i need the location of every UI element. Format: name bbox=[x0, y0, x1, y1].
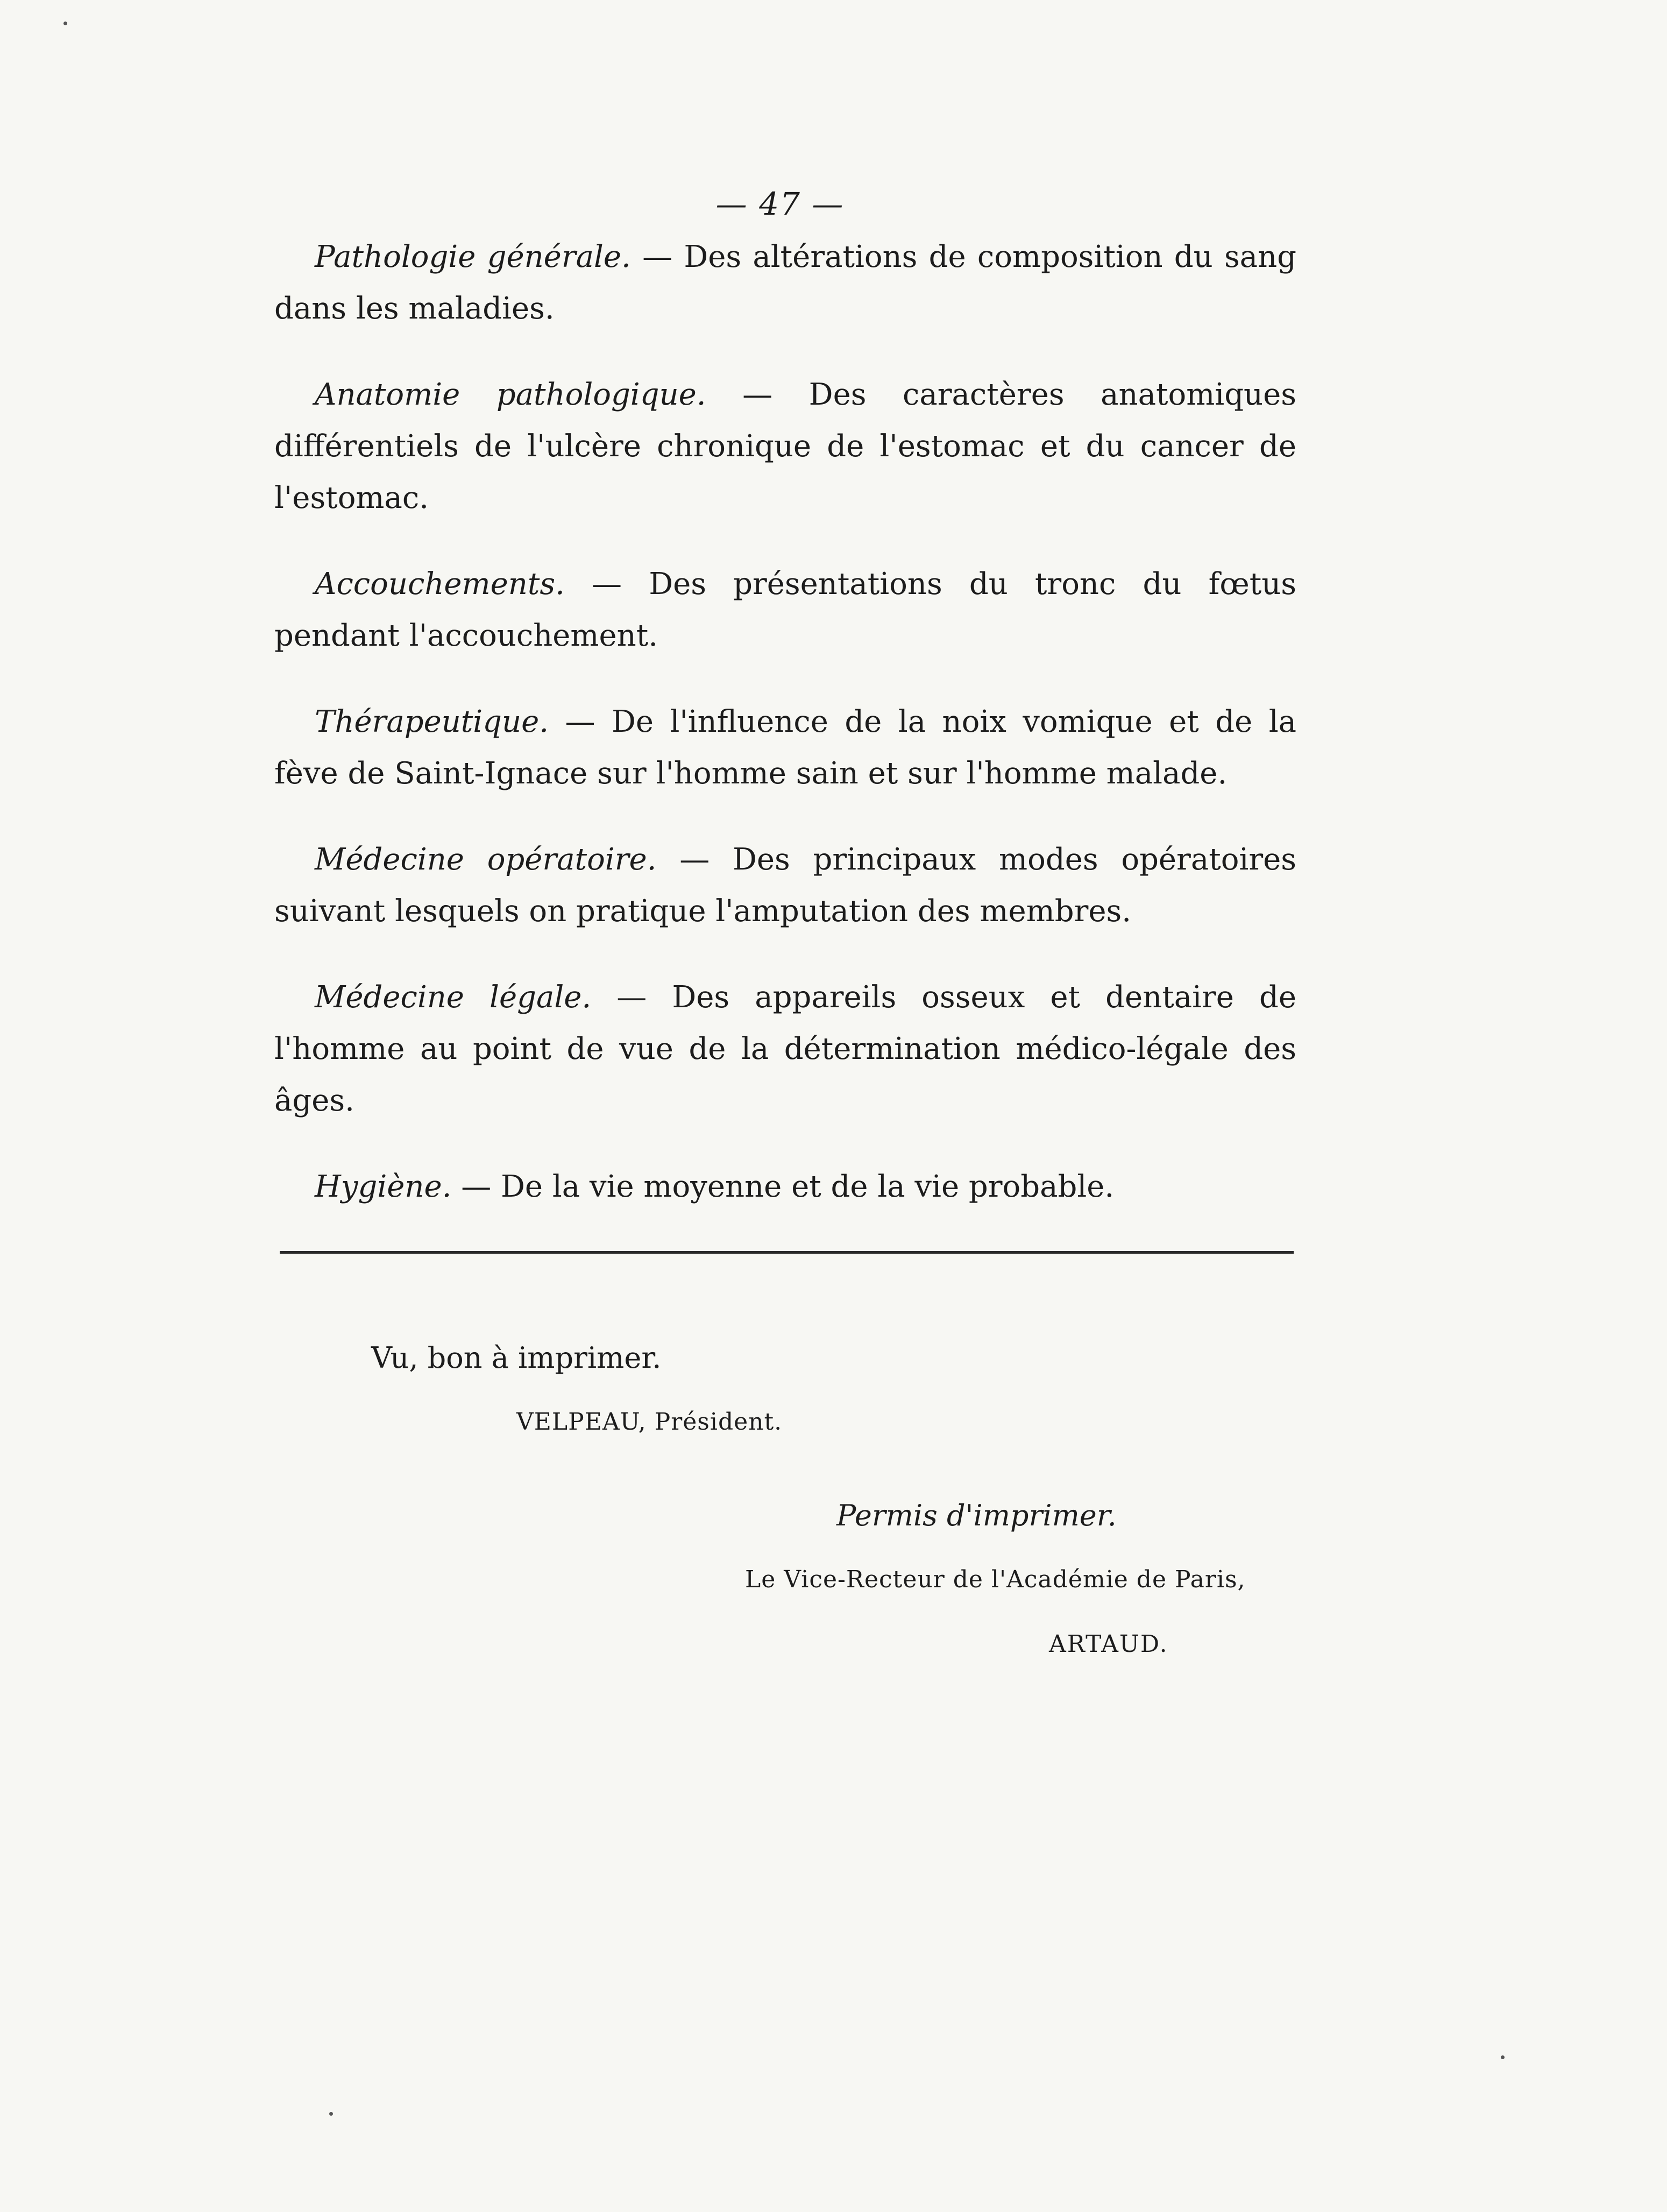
question-entry bbox=[274, 972, 1296, 1127]
question-text: — Des altérations de composition du sang dans les maladies. bbox=[274, 239, 1296, 326]
question-subject: Hygiène. bbox=[315, 1169, 452, 1204]
question-entry bbox=[274, 834, 1296, 937]
horizontal-divider bbox=[280, 1251, 1294, 1254]
question-entry bbox=[274, 231, 1296, 335]
vice-recteur-title: Le Vice-Recteur de l'Académie de Paris, bbox=[745, 1566, 1246, 1593]
question-text: — Des appareils osseux et dentaire de l'homme au point de vue de la détermination médico-légale des âges. bbox=[274, 980, 1296, 1118]
question-subject: Médecine légale. bbox=[315, 980, 592, 1015]
question-subject: Médecine opératoire. bbox=[315, 842, 657, 877]
question-text: — Des principaux modes opératoires suivant lesquels on pratique l'amputation des membres. bbox=[274, 842, 1296, 929]
question-text: — De l'influence de la noix vomique et de la fève de Saint-Ignace sur l'homme sain et sur l'homme malade. bbox=[274, 704, 1296, 791]
question-subject: Accouchements. bbox=[315, 567, 565, 602]
print-permission: Permis d'imprimer. bbox=[836, 1499, 1117, 1532]
question-text: — De la vie moyenne et de la vie probable. bbox=[451, 1169, 1115, 1204]
president-signature: VELPEAU, Président. bbox=[516, 1408, 783, 1436]
question-text: — Des présentations du tronc du fœtus pendant l'accouchement. bbox=[274, 567, 1296, 653]
thesis-questions-list bbox=[274, 231, 1296, 1247]
question-subject: Thérapeutique. bbox=[315, 704, 549, 739]
recteur-signature: ARTAUD. bbox=[1049, 1630, 1168, 1658]
question-text: — Des caractères anatomiques différentiels de l'ulcère chronique de l'estomac et du cancer de l'estomac. bbox=[274, 377, 1296, 515]
question-subject: Pathologie générale. bbox=[315, 239, 631, 274]
question-entry bbox=[274, 559, 1296, 662]
question-entry bbox=[274, 369, 1296, 524]
question-entry bbox=[274, 1161, 1296, 1213]
paper-speck bbox=[63, 22, 67, 25]
page-number: — 47 — bbox=[715, 186, 845, 222]
paper-speck bbox=[329, 2112, 333, 2116]
question-entry bbox=[274, 696, 1296, 800]
paper-speck bbox=[1501, 2055, 1505, 2059]
approval-statement: Vu, bon à imprimer. bbox=[371, 1341, 662, 1375]
question-subject: Anatomie pathologique. bbox=[315, 377, 706, 412]
